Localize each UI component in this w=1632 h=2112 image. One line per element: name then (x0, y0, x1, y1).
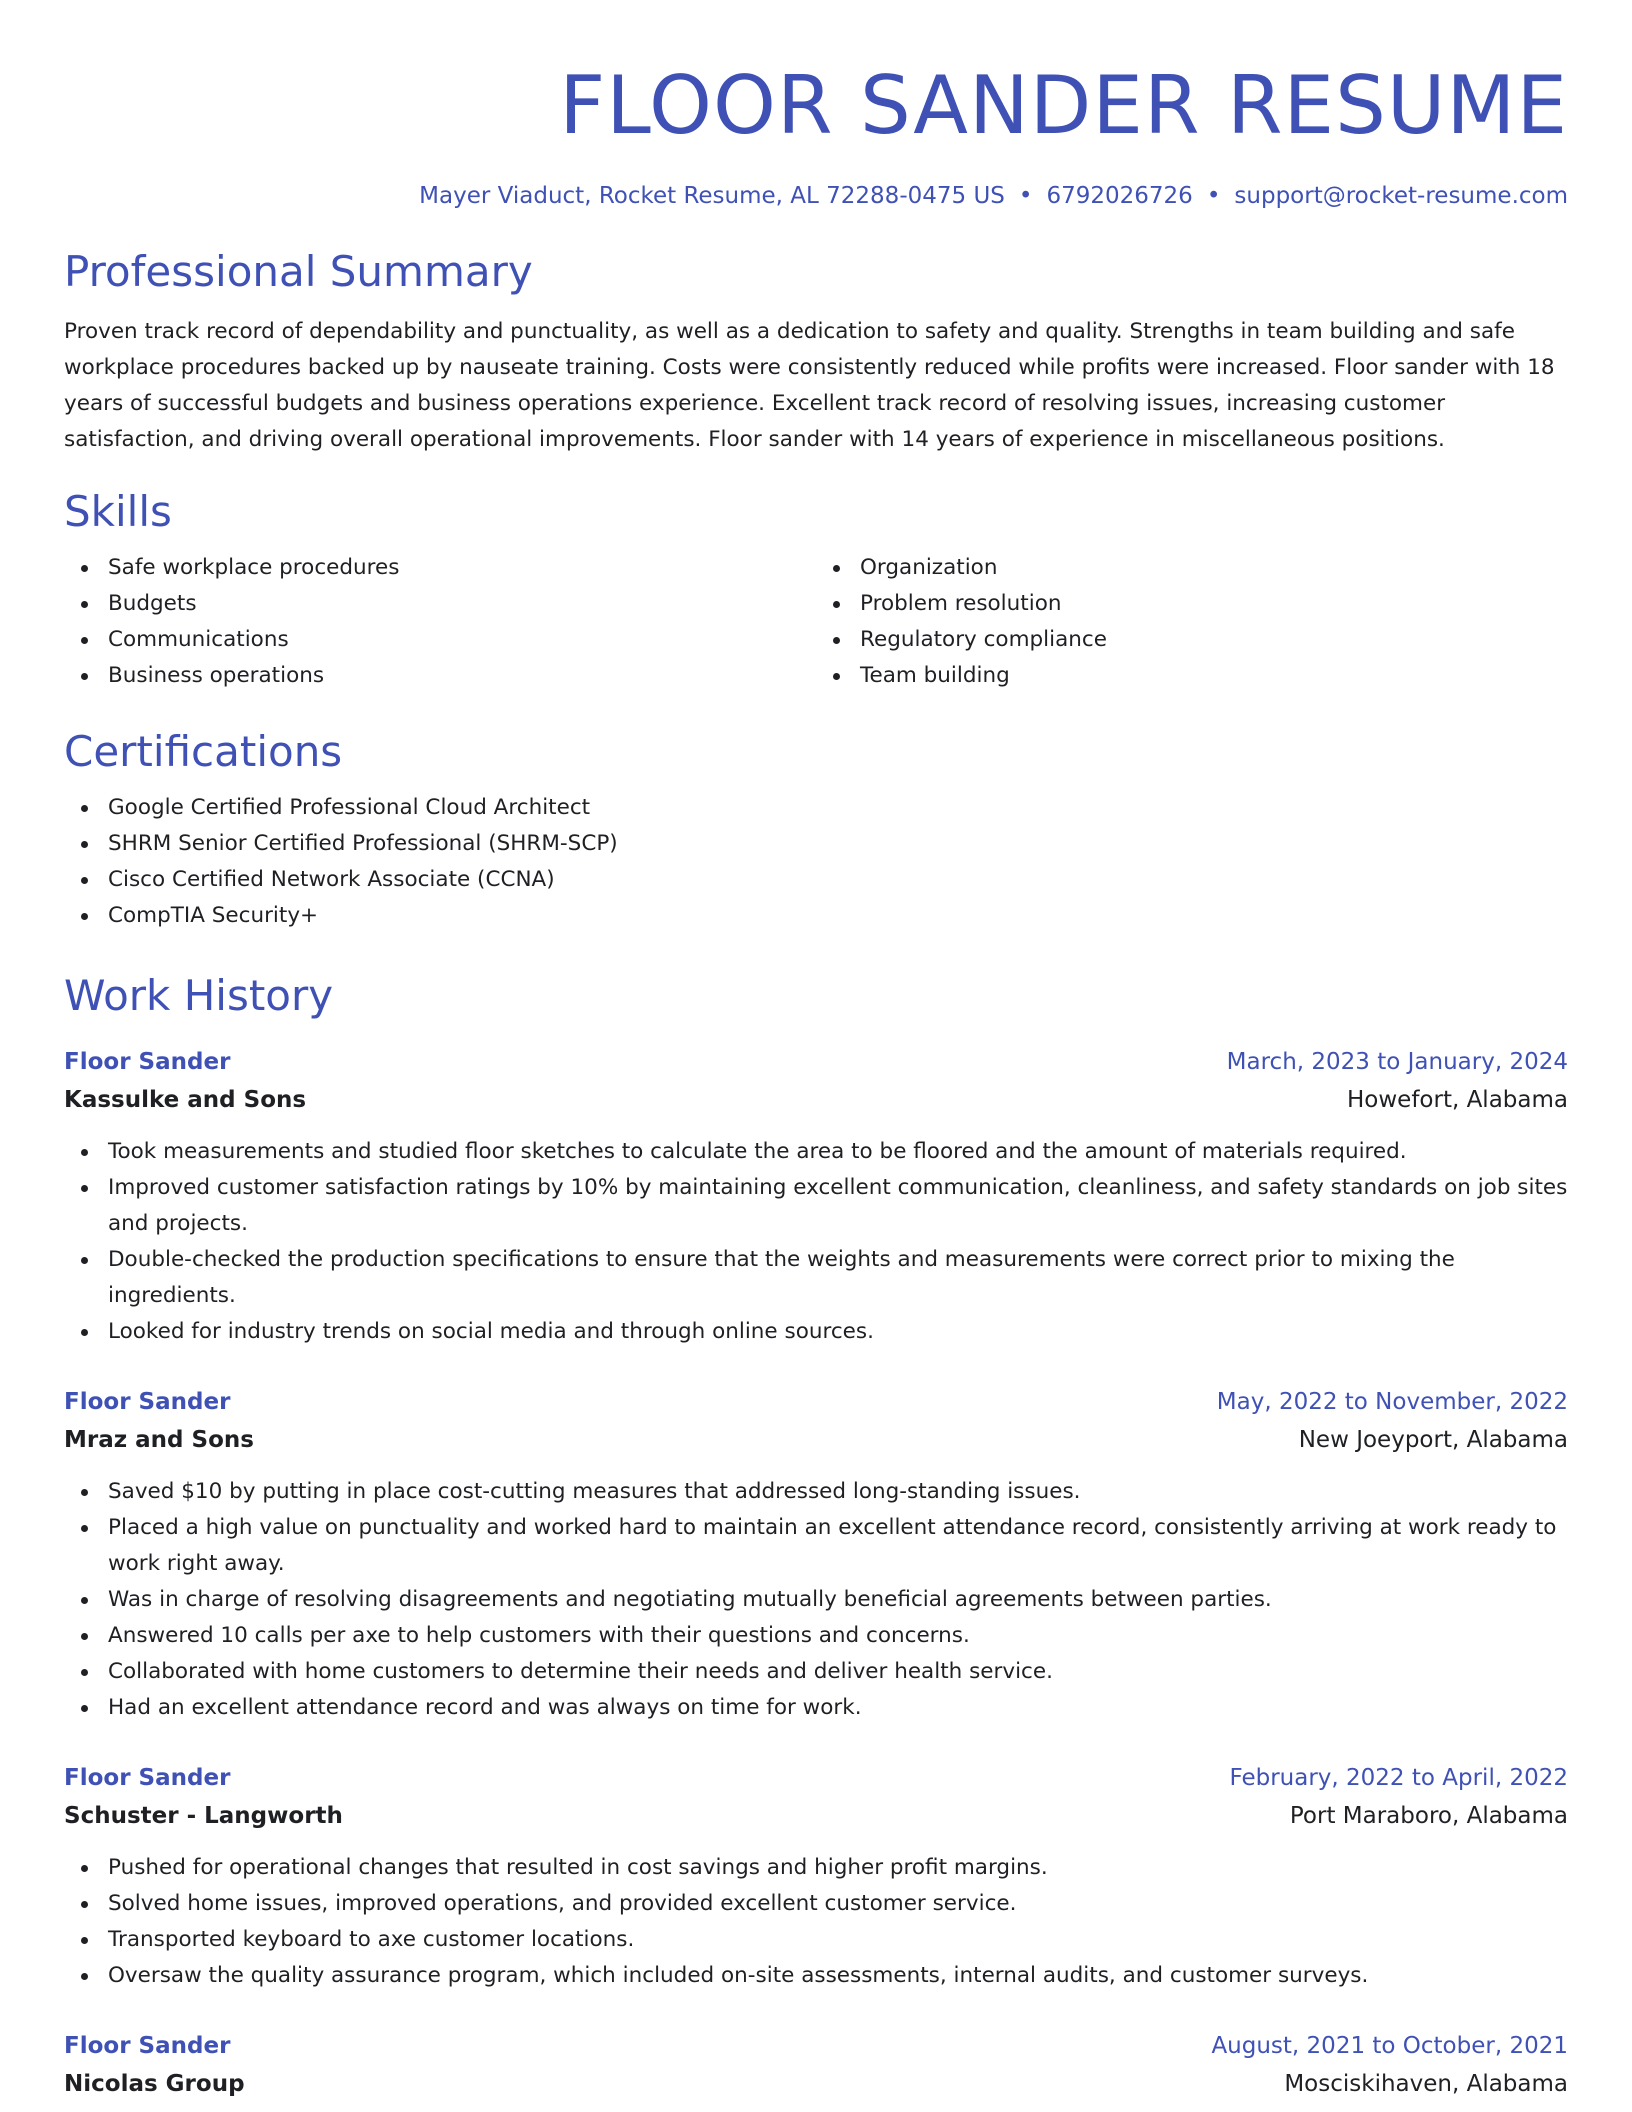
section-heading-work-history: Work History (64, 971, 334, 1020)
skill-item: Regulatory compliance (816, 622, 1568, 658)
summary-text: Proven track record of dependability and punctuality, as well as a dedication to safety and quality. Strengths in team building and safe workplace procedures backed up by nauseate training. Costs were consistently reduced while profits were increased. Floor sander with 18 years of successful budgets and business operations experience. Excellent track record of resolving issues, increasing customer satisfaction, and driving overall operational improvements. Floor sander with 14 years of experience in miscellaneous positions. (64, 319, 1555, 452)
skills-grid (64, 550, 1568, 694)
certification-item: CompTIA Security+ (64, 898, 1568, 934)
job-entry (64, 1044, 1568, 1350)
job-dates: February, 2022 to April, 2022 (1229, 1765, 1568, 1791)
skill-item: Organization (816, 550, 1568, 586)
job-company-row (64, 1080, 1568, 1120)
job-company-row (64, 1796, 1568, 1836)
job-title-row (64, 1044, 1568, 1080)
section-heading-certifications: Certifications (64, 727, 343, 776)
certifications-section (64, 724, 1568, 934)
job-entry (64, 2028, 1568, 2104)
job-company: Mraz and Sons (64, 1427, 254, 1453)
resume-title: FLOOR SANDER RESUME (559, 59, 1568, 152)
job-bullet: Oversaw the quality assurance program, which included on-site assessments, internal audits, and customer surveys. (64, 1958, 1568, 1994)
job-bullets (64, 1134, 1568, 1350)
section-heading-summary: Professional Summary (64, 247, 533, 296)
contact-address: Mayer Viaduct, Rocket Resume, AL 72288-0475 US (419, 183, 1005, 209)
job-title-row (64, 1760, 1568, 1796)
job-company: Schuster - Langworth (64, 1803, 343, 1829)
job-dates: May, 2022 to November, 2022 (1216, 1389, 1568, 1415)
job-title: Floor Sander (64, 1049, 231, 1075)
job-bullet: Placed a high value on punctuality and worked hard to maintain an excellent attendance record, consistently arriving at work ready to work right away. (64, 1510, 1568, 1582)
job-location: Howefort, Alabama (1346, 1087, 1568, 1113)
section-heading-skills: Skills (64, 487, 172, 536)
job-entry (64, 1384, 1568, 1726)
job-bullet: Transported keyboard to axe customer locations. (64, 1922, 1568, 1958)
job-dates: August, 2021 to October, 2021 (1211, 2033, 1568, 2059)
job-bullet: Had an excellent attendance record and was always on time for work. (64, 1690, 1568, 1726)
skills-list-left (64, 550, 816, 694)
job-bullets (64, 1474, 1568, 1726)
job-company: Nicolas Group (64, 2071, 245, 2097)
job-bullet: Improved customer satisfaction ratings by 10% by maintaining excellent communication, cleanliness, and safety standards on job sites and projects. (64, 1170, 1568, 1242)
job-company: Kassulke and Sons (64, 1087, 307, 1113)
job-bullet: Saved $10 by putting in place cost-cutting measures that addressed long-standing issues. (64, 1474, 1568, 1510)
job-bullet: Collaborated with home customers to determine their needs and deliver health service. (64, 1654, 1568, 1690)
skills-list-right (816, 550, 1568, 694)
skills-column-left (64, 550, 816, 694)
job-title: Floor Sander (64, 1765, 231, 1791)
certification-item: Google Certified Professional Cloud Architect (64, 790, 1568, 826)
job-bullet: Pushed for operational changes that resulted in cost savings and higher profit margins. (64, 1850, 1568, 1886)
skills-section (64, 484, 1568, 694)
job-location: New Joeyport, Alabama (1298, 1427, 1568, 1453)
job-bullet: Took measurements and studied floor sketches to calculate the area to be floored and the amount of materials required. (64, 1134, 1568, 1170)
skills-column-right (816, 550, 1568, 694)
contact-email[interactable]: support@rocket-resume.com (1234, 183, 1568, 209)
job-entry (64, 1760, 1568, 1994)
job-title: Floor Sander (64, 2033, 231, 2059)
job-title: Floor Sander (64, 1389, 231, 1415)
certification-item: Cisco Certified Network Associate (CCNA) (64, 862, 1568, 898)
job-bullet: Was in charge of resolving disagreements and negotiating mutually beneficial agreements between parties. (64, 1582, 1568, 1618)
job-company-row (64, 1420, 1568, 1460)
contact-phone: 6792026726 (1046, 183, 1193, 209)
skill-item: Problem resolution (816, 586, 1568, 622)
job-location: Mosciskihaven, Alabama (1284, 2071, 1568, 2097)
skill-item: Communications (64, 622, 816, 658)
job-bullets (64, 1850, 1568, 1994)
skill-item: Team building (816, 658, 1568, 694)
certification-item: SHRM Senior Certified Professional (SHRM-SCP) (64, 826, 1568, 862)
job-title-row (64, 2028, 1568, 2064)
contact-separator: • (1018, 183, 1033, 209)
skill-item: Budgets (64, 586, 816, 622)
job-location: Port Maraboro, Alabama (1289, 1803, 1568, 1829)
skill-item: Safe workplace procedures (64, 550, 816, 586)
work-history-section (64, 968, 1568, 2104)
job-title-row (64, 1384, 1568, 1420)
job-bullet: Double-checked the production specifications to ensure that the weights and measurements were correct prior to mixing the ingredients. (64, 1242, 1568, 1314)
job-bullet: Solved home issues, improved operations, and provided excellent customer service. (64, 1886, 1568, 1922)
resume-header (64, 56, 1568, 212)
job-dates: March, 2023 to January, 2024 (1226, 1049, 1568, 1075)
contact-line (64, 180, 1568, 212)
summary-section (64, 244, 1568, 458)
skill-item: Business operations (64, 658, 816, 694)
job-bullet: Answered 10 calls per axe to help customers with their questions and concerns. (64, 1618, 1568, 1654)
job-company-row (64, 2064, 1568, 2104)
contact-separator: • (1206, 183, 1221, 209)
certifications-list (64, 790, 1568, 934)
job-bullet: Looked for industry trends on social media and through online sources. (64, 1314, 1568, 1350)
